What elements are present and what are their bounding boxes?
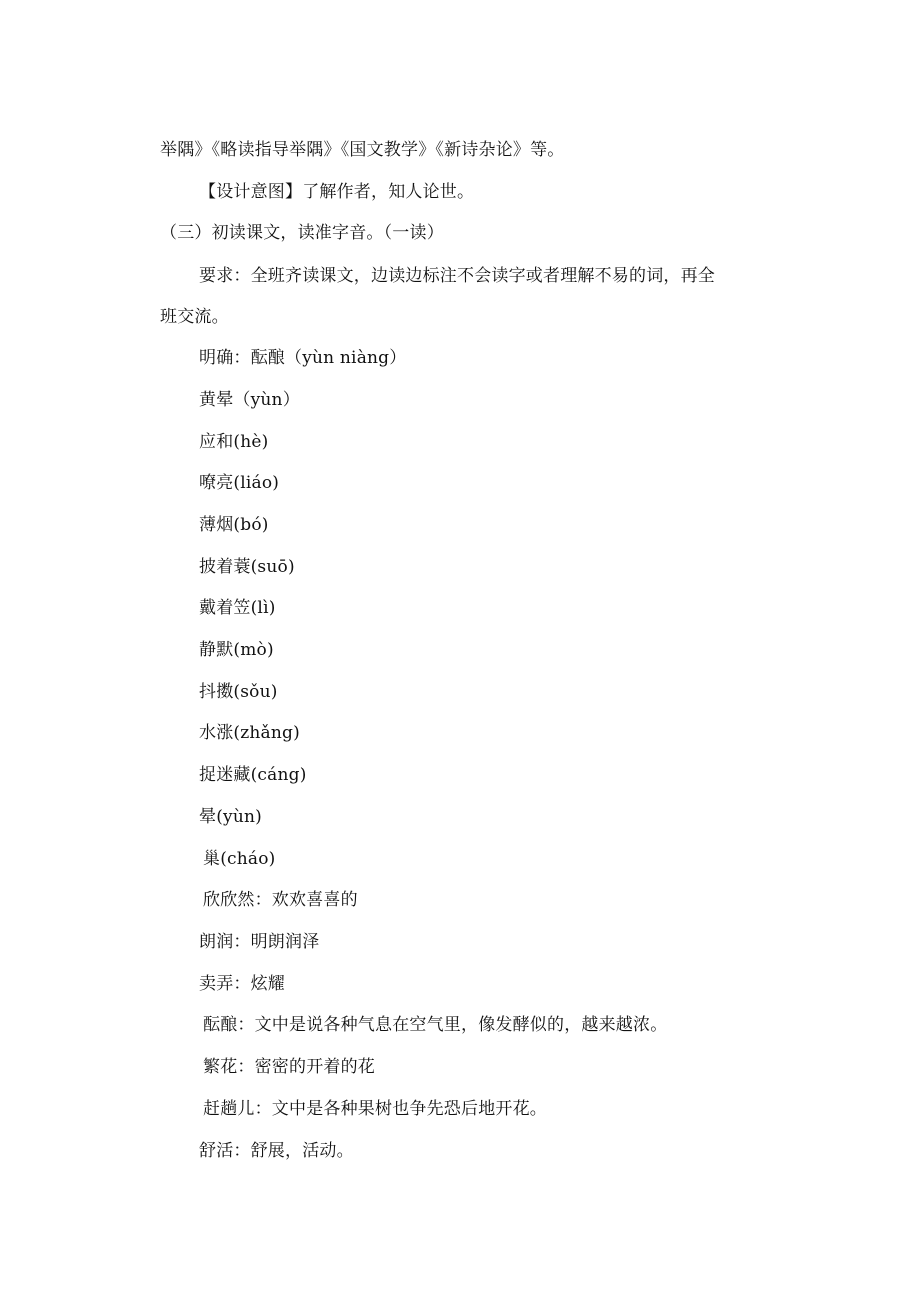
definition-item: 欣欣然：欢欢喜喜的 bbox=[203, 890, 358, 910]
vocab-item: 黄晕（yùn） bbox=[199, 390, 300, 410]
definition-item: 赶趟儿：文中是各种果树也争先恐后地开花。 bbox=[203, 1099, 547, 1119]
vocab-item: 捉迷藏(cáng) bbox=[199, 765, 307, 785]
definition-item: 繁花：密密的开着的花 bbox=[203, 1057, 375, 1077]
vocab-item: 巢(cháo) bbox=[203, 849, 276, 869]
vocab-item: 嘹亮(liáo) bbox=[199, 473, 280, 493]
definition-item: 卖弄：炫耀 bbox=[199, 974, 285, 994]
vocab-item: 披着蓑(suō) bbox=[199, 557, 295, 577]
text-line-design-intent: 【设计意图】了解作者，知人论世。 bbox=[199, 182, 475, 202]
vocab-item: 戴着笠(lì) bbox=[199, 598, 276, 618]
definition-item: 酝酿：文中是说各种气息在空气里，像发酵似的，越来越浓。 bbox=[203, 1015, 668, 1035]
text-line-requirement-cont: 班交流。 bbox=[160, 307, 229, 327]
definition-item: 朗润：明朗润泽 bbox=[199, 932, 320, 952]
text-line-works-list: 举隅》《略读指导举隅》《国文教学》《新诗杂论》等。 bbox=[160, 140, 565, 160]
vocab-item: 应和(hè) bbox=[199, 432, 269, 452]
text-line-requirement: 要求：全班齐读课文，边读边标注不会读字或者理解不易的词，再全 bbox=[199, 266, 715, 286]
vocab-item: 薄烟(bó) bbox=[199, 515, 269, 535]
vocab-item: 静默(mò) bbox=[199, 640, 274, 660]
section-heading-first-reading: （三）初读课文，读准字音。（一读） bbox=[160, 223, 444, 243]
vocab-item: 晕(yùn) bbox=[199, 807, 262, 827]
vocab-item: 水涨(zhǎng) bbox=[199, 723, 300, 743]
vocab-item: 明确：酝酿（yùn niàng） bbox=[199, 348, 407, 368]
definition-item: 舒活：舒展，活动。 bbox=[199, 1141, 354, 1161]
vocab-item: 抖擞(sǒu) bbox=[199, 682, 278, 702]
